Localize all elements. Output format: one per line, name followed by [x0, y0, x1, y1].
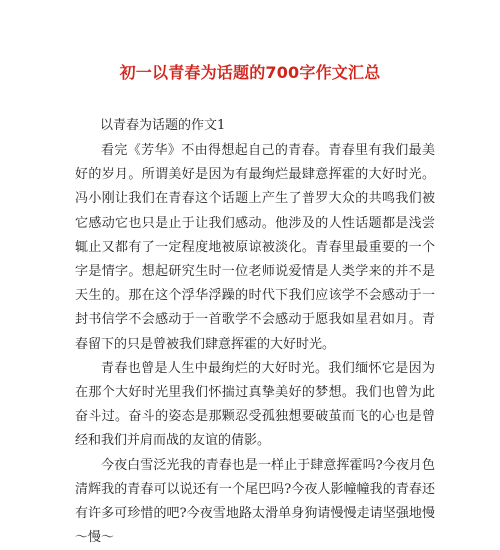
- paragraph: 青春也曾是人生中最绚烂的大好时光。我们缅怀它是因为在那个大好时光里我们怀揣过真挚美好的梦想。我们也曾为此奋斗过。奋斗的姿态是那颗忍受孤独想要破茧而飞的心也是曾经和我们并肩而战的友谊的倩影。: [75, 360, 435, 449]
- page-title: 初一以青春为话题的700字作文汇总: [119, 63, 381, 82]
- essay-heading: 以青春为话题的作文1: [100, 118, 226, 133]
- paragraph: 看完《芳华》不由得想起自己的青春。青春里有我们最美好的岁月。所谓美好是因为有最绚烂最肆意挥霍的大好时光。冯小刚让我们在青春这个话题上产生了普罗大众的共鸣我们被它感动它也只是止于让我们感动。他涉及的人性话题都是浅尝辄止又都有了一定程度地被原谅被淡化。青春里最重要的一个字是情字。想起研究生时一位老师说爱情是人类学来的并不是天生的。那在这个浮华浮躁的时代下我们应该学不会感动于一封书信学不会感动于一首歌学不会感动于愿我如星君如月。青春留下的只是曾被我们肆意挥霍的大好时光。: [75, 143, 435, 352]
- paragraph: 今夜白雪泛光我的青春也是一样止于肆意挥霍吗?今夜月色清辉我的青春可以说还有一个尾巴吗?今夜人影幢幢我的青春还有许多可珍惜的吧?今夜雪地路太滑单身狗请慢慢走请坚强地慢～慢～: [75, 457, 435, 546]
- essay-body: [75, 139, 435, 550]
